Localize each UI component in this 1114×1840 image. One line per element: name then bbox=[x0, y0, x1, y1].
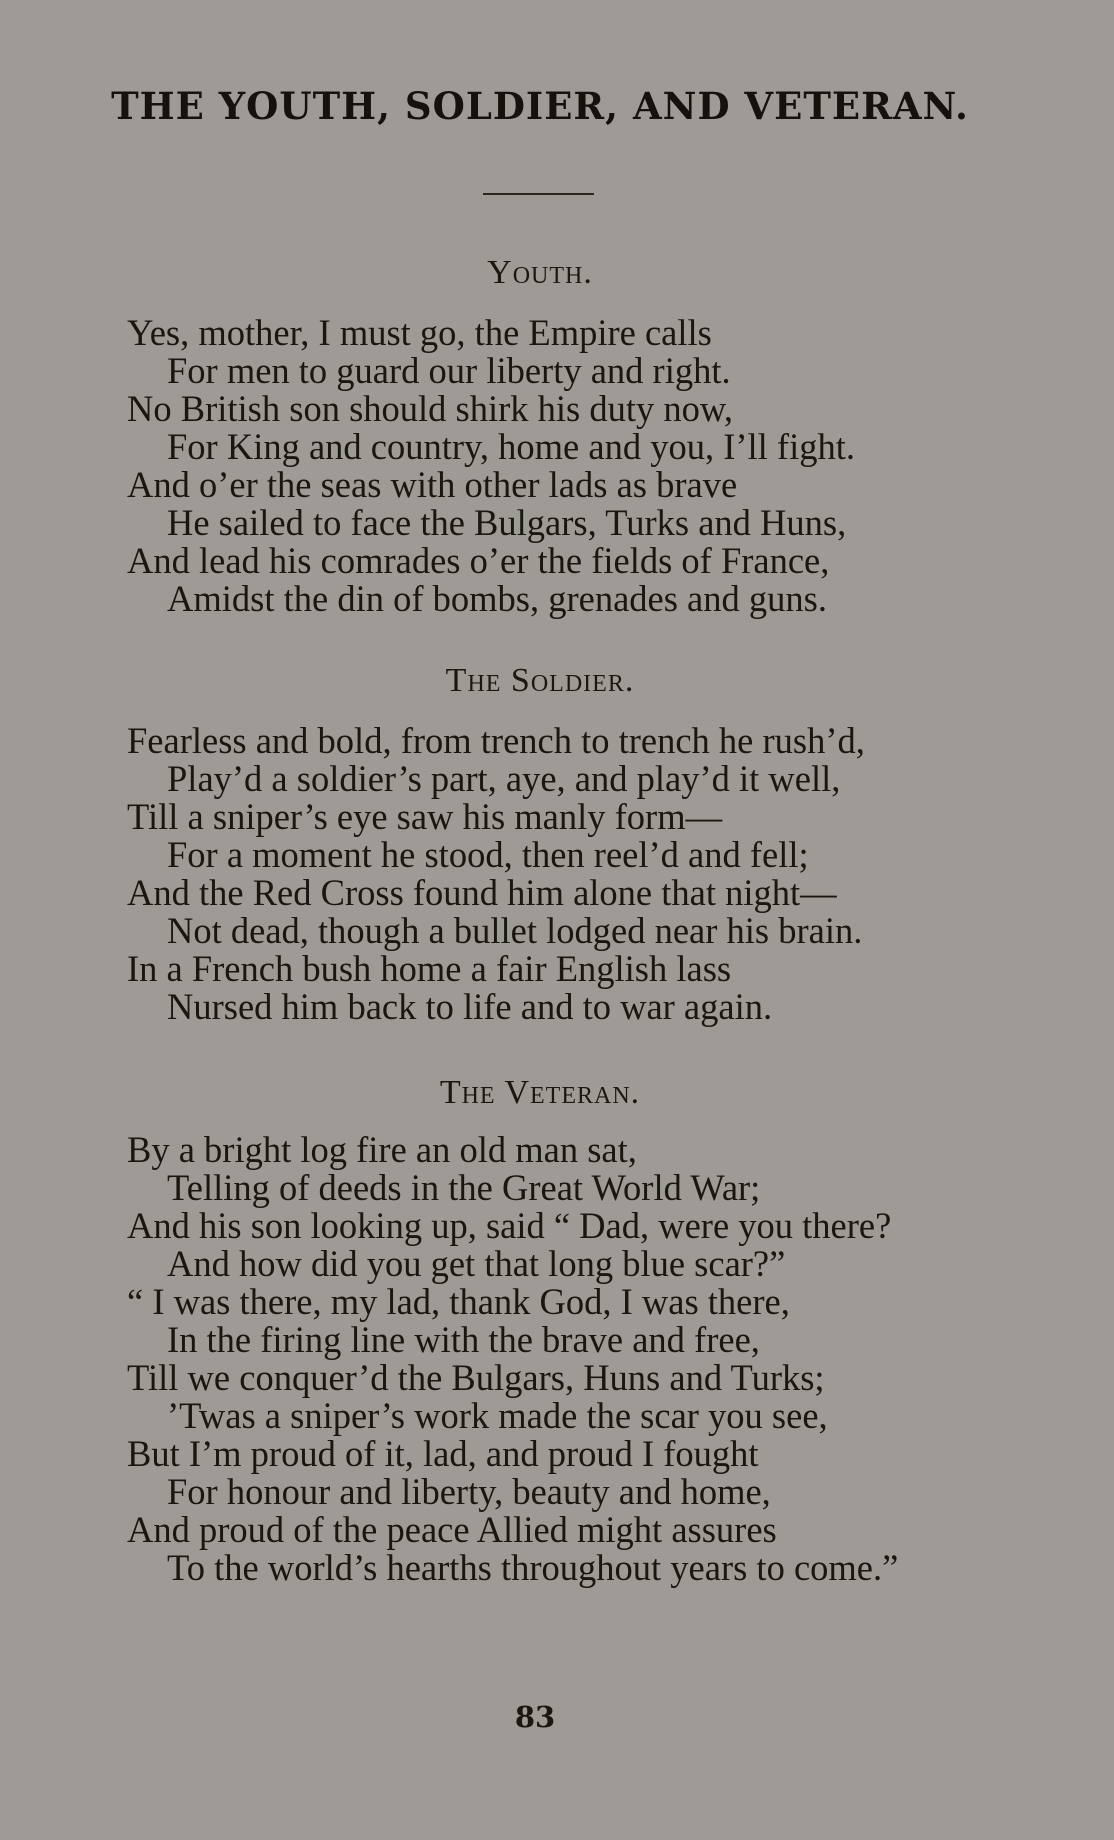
poem-line: Nursed him back to life and to war again. bbox=[167, 986, 773, 1027]
poem-line: For honour and liberty, beauty and home, bbox=[167, 1471, 771, 1512]
section-heading-veteran: The Veteran. bbox=[439, 1074, 641, 1111]
page-title: THE YOUTH, SOLDIER, AND VETERAN. bbox=[111, 84, 969, 128]
poem-line: “ I was there, my lad, thank God, I was there, bbox=[127, 1281, 790, 1322]
poem-line: And lead his comrades o’er the fields of France, bbox=[127, 540, 830, 581]
poem-line: Amidst the din of bombs, grenades and guns. bbox=[167, 578, 827, 619]
section-heading-youth: Youth. bbox=[487, 254, 593, 291]
poem-line: Yes, mother, I must go, the Empire calls bbox=[127, 312, 712, 353]
poem-line: Play’d a soldier’s part, aye, and play’d it well, bbox=[167, 758, 841, 799]
poem-line: He sailed to face the Bulgars, Turks and Huns, bbox=[167, 502, 847, 543]
poem-line: But I’m proud of it, lad, and proud I fought bbox=[127, 1433, 759, 1474]
section-heading-soldier: The Soldier. bbox=[445, 662, 635, 699]
poem-line: For King and country, home and you, I’ll fight. bbox=[167, 426, 855, 467]
page-number: 83 bbox=[514, 1700, 556, 1734]
poem-line: Not dead, though a bullet lodged near his brain. bbox=[167, 910, 863, 951]
poem-line: Fearless and bold, from trench to trench he rush’d, bbox=[127, 720, 865, 761]
poem-line: And the Red Cross found him alone that night— bbox=[127, 872, 837, 913]
poem-line: And o’er the seas with other lads as brave bbox=[127, 464, 738, 505]
stanza-youth bbox=[127, 314, 1027, 618]
poem-line: For a moment he stood, then reel’d and fell; bbox=[167, 834, 809, 875]
poem-line: In the firing line with the brave and free, bbox=[167, 1319, 760, 1360]
poem-line: Telling of deeds in the Great World War; bbox=[167, 1167, 761, 1208]
poem-line: By a bright log fire an old man sat, bbox=[127, 1129, 637, 1170]
poem-line: ’Twas a sniper’s work made the scar you see, bbox=[167, 1395, 828, 1436]
poem-line: No British son should shirk his duty now, bbox=[127, 388, 734, 429]
poem-line: Till a sniper’s eye saw his manly form— bbox=[127, 796, 723, 837]
poem-line: For men to guard our liberty and right. bbox=[167, 350, 731, 391]
poem-line: And proud of the peace Allied might assures bbox=[127, 1509, 777, 1550]
poem-line: In a French bush home a fair English lass bbox=[127, 948, 732, 989]
poem-line: And his son looking up, said “ Dad, were you there? bbox=[127, 1205, 892, 1246]
poem-line: And how did you get that long blue scar?” bbox=[167, 1243, 786, 1284]
stanza-veteran bbox=[127, 1131, 1027, 1587]
stanza-soldier bbox=[127, 722, 1027, 1026]
poem-line: To the world’s hearths throughout years to come.” bbox=[167, 1547, 899, 1588]
title-divider bbox=[483, 193, 594, 195]
poem-line: Till we conquer’d the Bulgars, Huns and Turks; bbox=[127, 1357, 825, 1398]
